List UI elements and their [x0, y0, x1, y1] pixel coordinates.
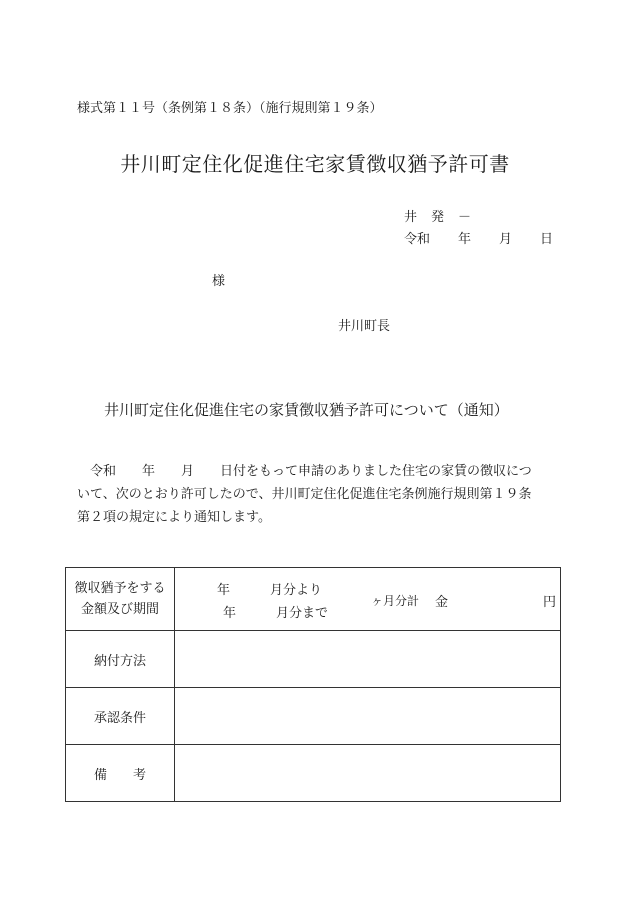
doc-number-hatsu: 発 [431, 210, 445, 225]
issue-date [404, 228, 553, 247]
table-row-conditions [66, 688, 561, 745]
period-label-line-2: 金額及び期間 [80, 602, 159, 617]
body-line-1: 令和 年 月 日付をもって申請のありました住宅の家賃の徴収につ [90, 464, 532, 479]
from-month: 月分より [270, 582, 323, 598]
body-text [77, 460, 555, 529]
permit-details-table [65, 567, 561, 802]
amount-label: 金 [435, 594, 449, 610]
body-line-2: いて、次のとおり許可したので、井川町定住化促進住宅条例施行規則第１９条 [77, 487, 532, 502]
doc-number-dash: － [458, 210, 472, 225]
approval-conditions-label: 承認条件 [66, 688, 175, 745]
date-era: 令和 [404, 232, 431, 247]
subject-line: 井川町定住化促進住宅の家賃徴収猶予許可について（通知） [104, 401, 509, 419]
addressee-suffix: 様 [212, 274, 226, 289]
table-row-payment [66, 631, 561, 688]
date-month: 月 [499, 232, 513, 247]
body-line-3: 第２項の規定により通知します。 [77, 510, 271, 525]
table-row-remarks [66, 745, 561, 802]
form-number: 様式第１１号（条例第１８条）（施行規則第１９条） [77, 101, 383, 116]
date-year: 年 [458, 232, 472, 247]
doc-number-prefix: 井 [404, 210, 418, 225]
approval-conditions-value [175, 688, 561, 745]
to-month: 月分まで [276, 605, 329, 621]
issuer-name: 井川町長 [338, 319, 391, 334]
payment-method-label: 納付方法 [66, 631, 175, 688]
table-row-period [66, 568, 561, 631]
payment-method-value [175, 631, 561, 688]
period-label-cell [66, 568, 175, 631]
remarks-value [175, 745, 561, 802]
yen-unit: 円 [543, 594, 557, 610]
document-number [404, 206, 485, 225]
period-label-line-1: 徴収猶予をする [74, 581, 166, 596]
months-total: ヶ月分計 [371, 593, 420, 608]
document-title: 井川町定住化促進住宅家賃徴収猶予許可書 [120, 152, 510, 176]
from-year: 年 [217, 582, 231, 598]
to-year: 年 [223, 605, 237, 621]
date-day: 日 [540, 232, 554, 247]
remarks-label: 備 考 [66, 745, 175, 802]
period-value-cell [175, 568, 561, 631]
